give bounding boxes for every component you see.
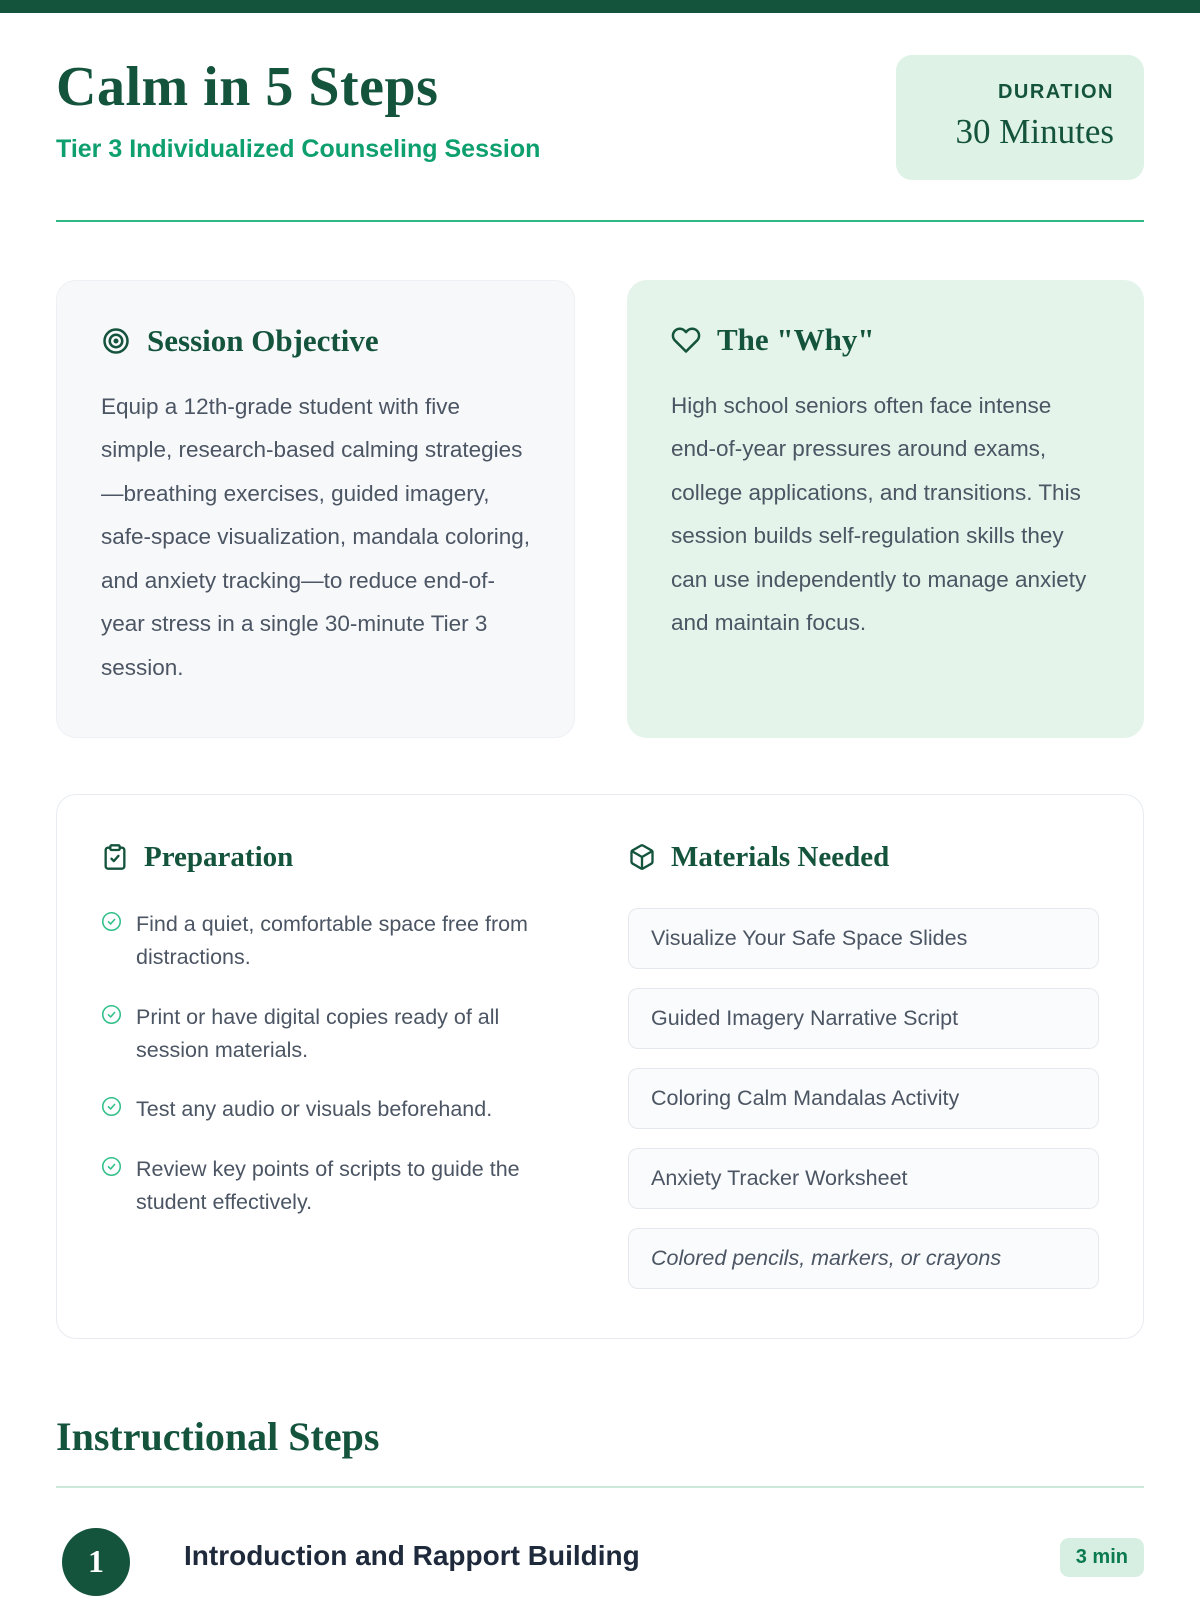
the-why-card <box>627 280 1144 738</box>
preparation-item-text: Print or have digital copies ready of all session materials. <box>136 1004 500 1062</box>
session-objective-card <box>56 280 575 738</box>
the-why-heading-label: The "Why" <box>717 322 875 357</box>
preparation-heading <box>101 841 572 874</box>
preparation-list <box>101 908 572 1219</box>
step-title: Introduction and Rapport Building <box>184 1539 640 1571</box>
preparation-item <box>101 1153 572 1220</box>
instructional-steps-heading: Instructional Steps <box>56 1413 380 1459</box>
material-item[interactable]: Visualize Your Safe Space Slides <box>628 908 1099 969</box>
page-header <box>56 55 1144 180</box>
duration-card <box>896 55 1144 180</box>
heart-icon <box>671 325 701 355</box>
step-number-badge: 1 <box>62 1528 130 1596</box>
check-circle-icon <box>101 911 122 975</box>
duration-label: DURATION <box>997 81 1114 103</box>
steps-divider <box>56 1486 1144 1488</box>
preparation-item-text: Review key points of scripts to guide the student effectively. <box>136 1156 520 1214</box>
step-row <box>56 1528 1144 1596</box>
materials-heading <box>628 841 1099 874</box>
header-divider <box>56 220 1144 222</box>
materials-heading-label: Materials Needed <box>671 840 890 873</box>
target-icon <box>101 326 131 356</box>
info-cards-row <box>56 280 1144 738</box>
page-subtitle: Tier 3 Individualized Counseling Session <box>56 135 541 163</box>
title-block <box>56 55 540 164</box>
materials-column <box>628 841 1099 1308</box>
preparation-item-text: Test any audio or visuals beforehand. <box>136 1097 493 1122</box>
preparation-item <box>101 908 572 975</box>
preparation-item <box>101 1001 572 1068</box>
session-objective-heading <box>101 323 530 359</box>
duration-value: 30 Minutes <box>955 112 1114 151</box>
preparation-item <box>101 1093 572 1126</box>
material-item[interactable]: Guided Imagery Narrative Script <box>628 988 1099 1049</box>
material-item: Colored pencils, markers, or crayons <box>628 1228 1099 1289</box>
package-icon <box>628 843 656 871</box>
the-why-heading <box>671 322 1100 358</box>
check-circle-icon <box>101 1004 122 1068</box>
check-circle-icon <box>101 1096 122 1126</box>
clipboard-icon <box>101 843 129 871</box>
top-accent-bar <box>0 0 1200 13</box>
preparation-materials-card <box>56 794 1144 1339</box>
page-title: Calm in 5 Steps <box>56 56 439 118</box>
session-objective-heading-label: Session Objective <box>147 323 379 358</box>
preparation-column <box>101 841 572 1308</box>
step-duration-badge: 3 min <box>1060 1538 1144 1577</box>
preparation-item-text: Find a quiet, comfortable space free from distractions. <box>136 911 528 970</box>
preparation-heading-label: Preparation <box>144 840 294 873</box>
material-item[interactable]: Coloring Calm Mandalas Activity <box>628 1068 1099 1129</box>
material-item[interactable]: Anxiety Tracker Worksheet <box>628 1148 1099 1209</box>
the-why-body: High school seniors often face intense end-of-year pressures around exams, college applications, and transitions. This session builds self-regulation skills they can use independently to manage anxiety and maintain focus. <box>671 393 1087 636</box>
session-objective-body: Equip a 12th-grade student with five simple, research-based calming strategies—breathing exercises, guided imagery, safe-space visualization, mandala coloring, and anxiety tracking—to reduce end-of-year stress in a single 30-minute Tier 3 session. <box>101 394 530 680</box>
check-circle-icon <box>101 1156 122 1220</box>
